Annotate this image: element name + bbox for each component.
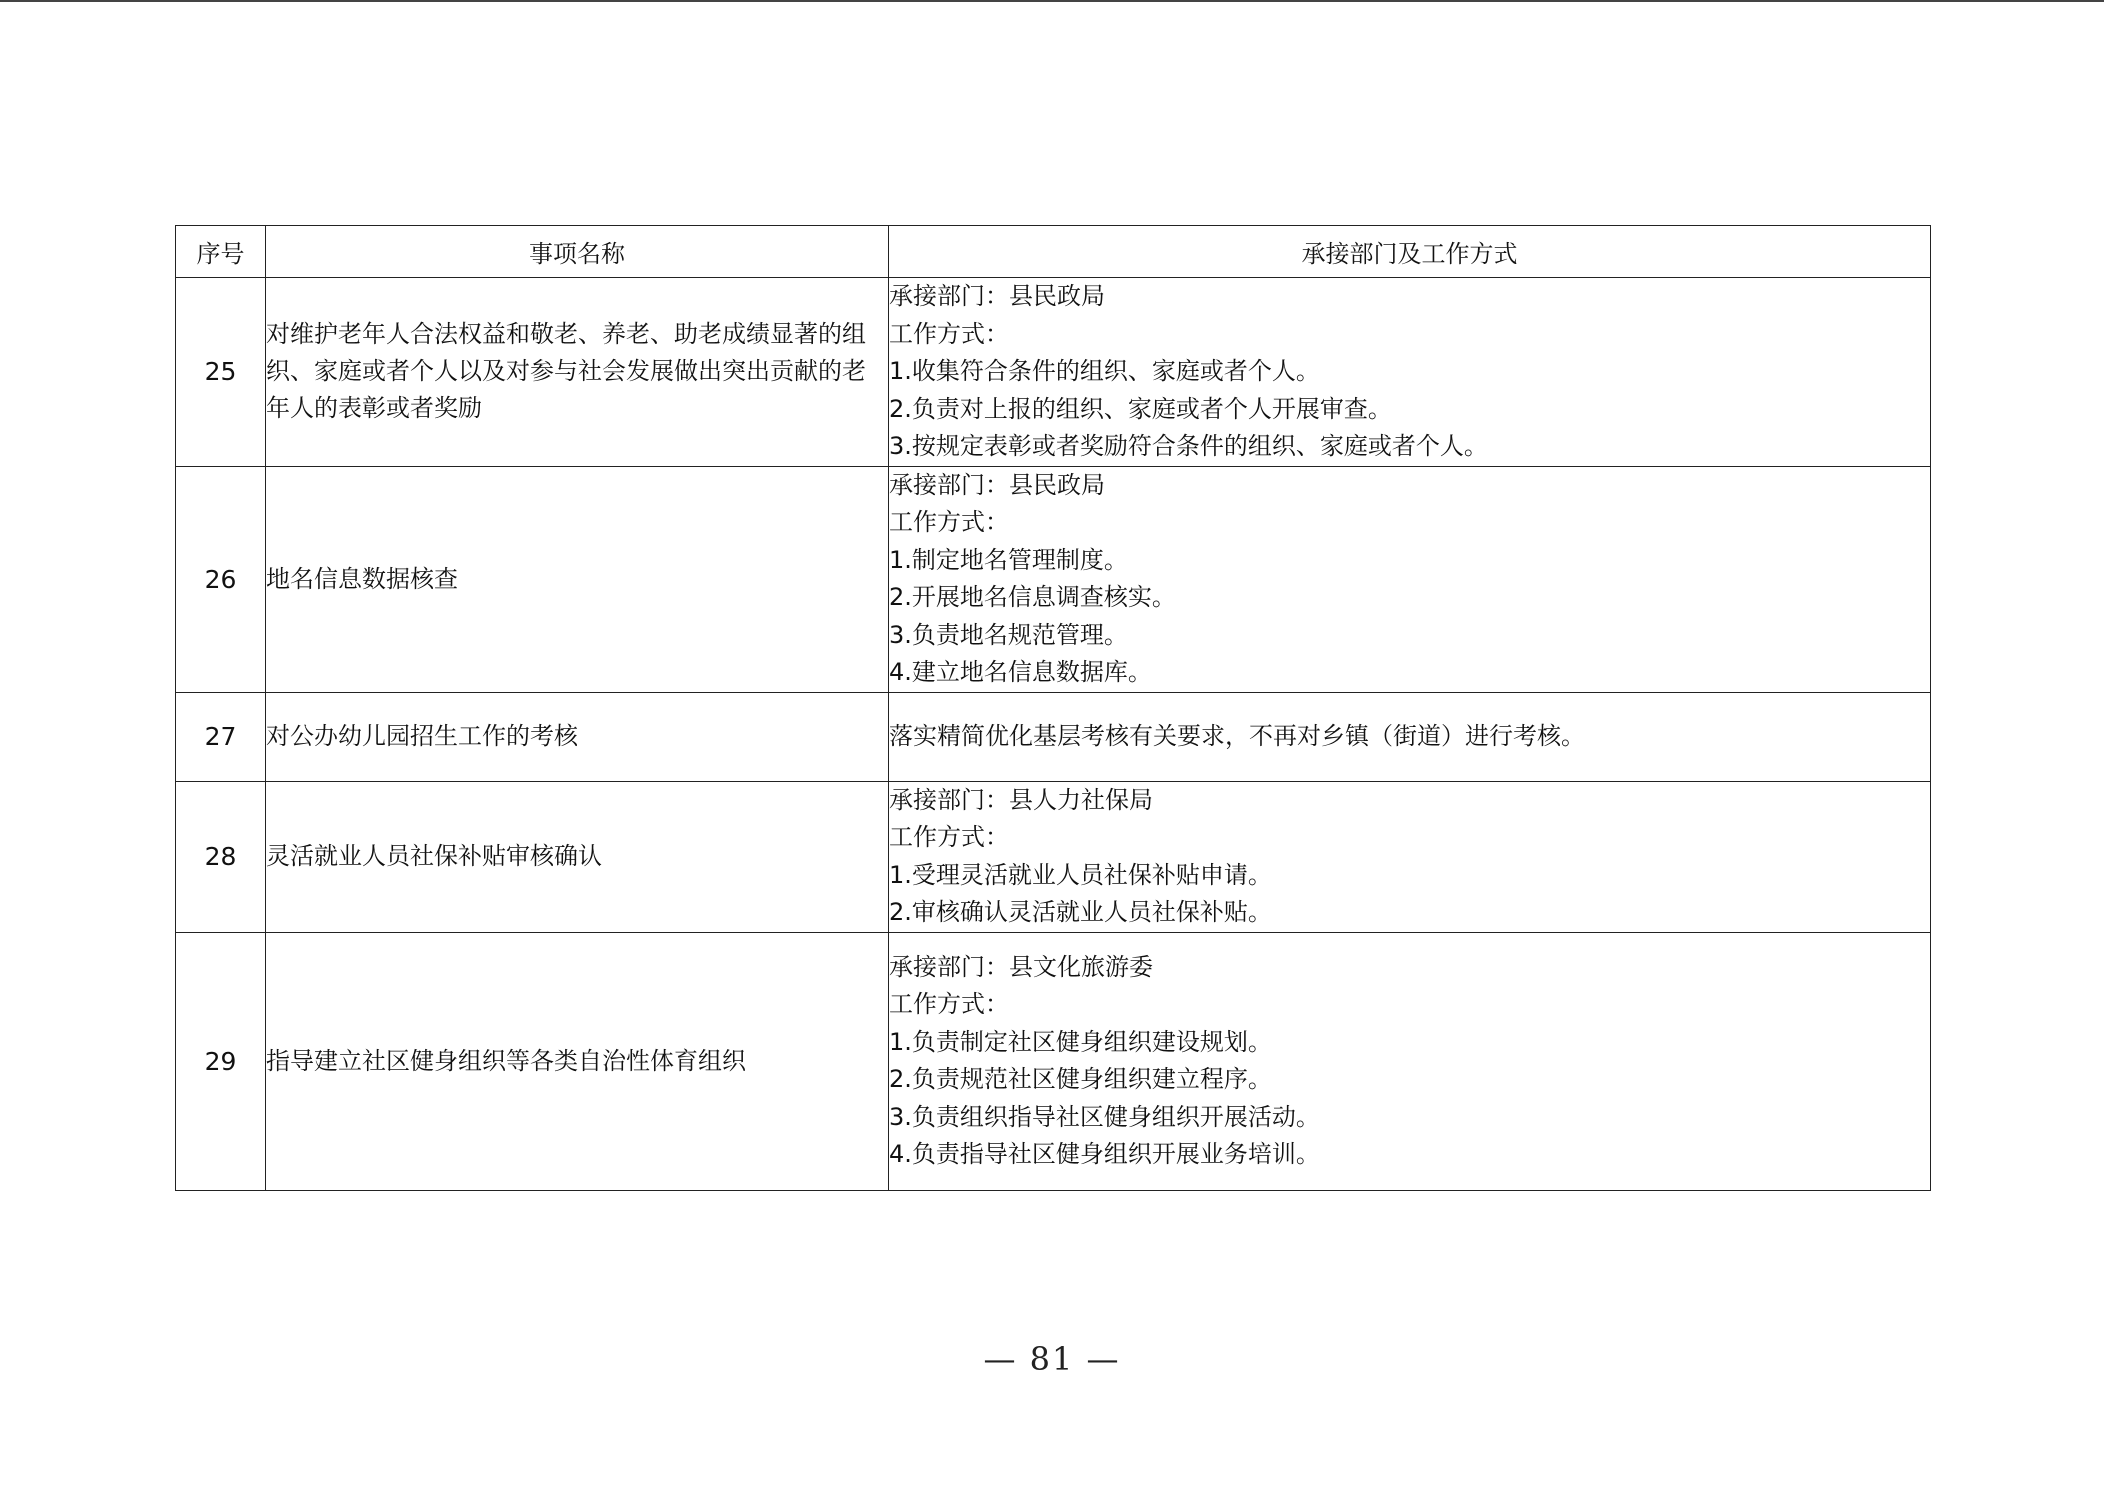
dept-line: 4.负责指导社区健身组织开展业务培训。 <box>889 1140 1320 1168</box>
row-serial-number: 25 <box>176 278 266 467</box>
table-row <box>176 466 1931 692</box>
dept-line: 2.负责对上报的组织、家庭或者个人开展审查。 <box>889 394 1392 423</box>
dept-line: 1.负责制定社区健身组织建设规划。 <box>889 1027 1272 1056</box>
row-item-name: 灵活就业人员社保补贴审核确认 <box>266 781 889 932</box>
table-header-row <box>176 226 1931 278</box>
dept-line: 3.负责组织指导社区健身组织开展活动。 <box>889 1102 1320 1131</box>
page-number: — 81 — <box>983 1340 1121 1378</box>
dept-line: 1.受理灵活就业人员社保补贴申请。 <box>889 860 1272 889</box>
row-department-method <box>889 781 1931 932</box>
row-item-name: 指导建立社区健身组织等各类自治性体育组织 <box>266 932 889 1190</box>
dept-line: 2.开展地名信息调查核实。 <box>889 583 1176 611</box>
dept-line: 工作方式： <box>889 508 1009 536</box>
dept-line: 4.建立地名信息数据库。 <box>889 658 1152 686</box>
header-serial-number: 序号 <box>176 226 266 278</box>
dept-line: 2.负责规范社区健身组织建立程序。 <box>889 1065 1272 1093</box>
row-department-method <box>889 932 1931 1190</box>
dept-line: 承接部门：县民政局 <box>889 282 1105 310</box>
table-row <box>176 932 1931 1190</box>
dept-line: 工作方式： <box>889 990 1009 1018</box>
table-row <box>176 278 1931 467</box>
row-department-method <box>889 278 1931 467</box>
dept-line: 1.制定地名管理制度。 <box>889 545 1128 574</box>
row-serial-number: 29 <box>176 932 266 1190</box>
row-item-name: 地名信息数据核查 <box>266 466 889 692</box>
dept-line: 3.负责地名规范管理。 <box>889 620 1128 649</box>
dept-line: 承接部门：县人力社保局 <box>889 785 1153 814</box>
row-serial-number: 28 <box>176 781 266 932</box>
row-serial-number: 26 <box>176 466 266 692</box>
table-row <box>176 692 1931 781</box>
dept-line: 2.审核确认灵活就业人员社保补贴。 <box>889 898 1272 926</box>
table-row <box>176 781 1931 932</box>
dept-line: 工作方式： <box>889 823 1009 851</box>
page-top-border <box>0 0 2104 2</box>
items-table <box>175 225 1931 1191</box>
row-department-method <box>889 692 1931 781</box>
dept-line: 1.收集符合条件的组织、家庭或者个人。 <box>889 357 1320 385</box>
header-item-name: 事项名称 <box>266 226 889 278</box>
dept-line: 落实精简优化基层考核有关要求，不再对乡镇（街道）进行考核。 <box>889 721 1585 750</box>
row-item-name: 对公办幼儿园招生工作的考核 <box>266 692 889 781</box>
dept-line: 承接部门：县文化旅游委 <box>889 952 1153 981</box>
row-serial-number: 27 <box>176 692 266 781</box>
dept-line: 3.按规定表彰或者奖励符合条件的组织、家庭或者个人。 <box>889 432 1488 460</box>
dept-line: 工作方式： <box>889 319 1009 348</box>
row-item-name: 对维护老年人合法权益和敬老、养老、助老成绩显著的组织、家庭或者个人以及对参与社会发展做出突出贡献的老年人的表彰或者奖励 <box>266 278 889 467</box>
header-department-method: 承接部门及工作方式 <box>889 226 1931 278</box>
dept-line: 承接部门：县民政局 <box>889 470 1105 499</box>
row-department-method <box>889 466 1931 692</box>
